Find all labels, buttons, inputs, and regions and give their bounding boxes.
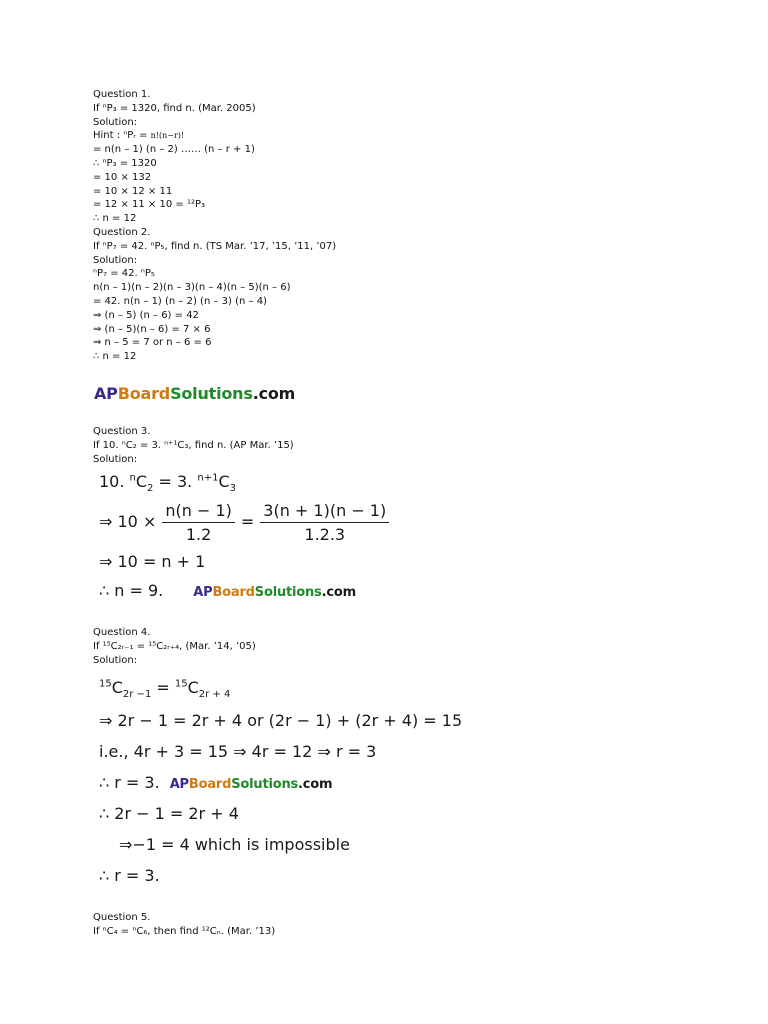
question-4-title: Question 4. [93, 627, 151, 639]
question-4 [93, 626, 733, 884]
q1-line-2: ∴ ⁿP₃ = 1320 [93, 157, 157, 169]
question-1-solution-label: Solution: [93, 116, 138, 128]
document-page [93, 88, 733, 938]
fraction-2: $\frac{3(n + 1)(n - 1)}{1.2.3}$ [260, 501, 389, 544]
q4-eq-6: ⇒−1 = 4 which is impossible [119, 834, 350, 854]
question-1-title: Question 1. [93, 89, 151, 100]
brand-logo-inline-2: APBoardSolutions.com [169, 776, 333, 792]
q3-eq-3: ⇒ 10 = n + 1 [99, 552, 206, 572]
q2-line-7: ∴ n = 12 [93, 351, 137, 363]
question-1-hint [93, 129, 733, 143]
q4-eq-4: ∴ r = 3. APBoardSolutions.com [99, 772, 333, 792]
question-3-title: Question 3. [93, 425, 151, 437]
q1-line-5: = 12 × 11 × 10 = ¹²P₃ [93, 199, 205, 211]
hint-fraction: n!(n−r)! [150, 131, 185, 141]
question-2-prompt: If ⁿP₇ = 42. ⁿP₅, find n. (TS Mar. ’17, ’15, ’11, ’07) [93, 240, 337, 252]
q4-eq-3: i.e., 4r + 3 = 15 ⇒ 4r = 12 ⇒ r = 3 [99, 741, 377, 761]
q3-eq-4: ∴ n = 9. APBoardSolutions.com [99, 581, 356, 601]
question-4-solution-label: Solution: [93, 654, 138, 666]
q3-eq-1: 10. $^nC_2 = 3$. $^{n+1}C_3$ [99, 472, 236, 495]
q4-eq-2: ⇒ 2r − 1 = 2r + 4 or (2r − 1) + (2r + 4) = 15 [99, 710, 463, 730]
q4-eq-5: ∴ 2r − 1 = 2r + 4 [99, 803, 239, 823]
question-2-solution-label: Solution: [93, 254, 138, 266]
q2-line-6: ⇒ n – 5 = 7 or n – 6 = 6 [93, 337, 212, 349]
q2-line-3: = 42. n(n – 1) (n – 2) (n – 3) (n – 4) [93, 295, 267, 307]
q4-eq-7: ∴ r = 3. [99, 865, 160, 885]
q1-line-6: ∴ n = 12 [93, 213, 137, 225]
brand-logo-inline: APBoardSolutions.com [193, 585, 356, 601]
question-1 [93, 88, 733, 226]
fraction-1: $\frac{n(n - 1)}{1.2}$ [162, 501, 235, 544]
question-3-solution-label: Solution: [93, 453, 138, 465]
q2-line-1: ⁿP₇ = 42. ⁿP₅ [93, 268, 155, 280]
q1-line-4: = 10 × 12 × 11 [93, 185, 173, 197]
q1-line-1: = n(n – 1) (n – 2) …… (n – r + 1) [93, 144, 255, 156]
question-5-prompt: If ⁿC₄ = ⁿC₆, then find ¹²Cₙ. (Mar. ’13) [93, 925, 276, 937]
q4-eq-1: $^{15}C_{2r -1} = ^{15}C_{2r + 4}$ [99, 677, 231, 700]
q1-line-3: = 10 × 132 [93, 171, 152, 183]
question-5-title: Question 5. [93, 911, 151, 923]
q2-line-5: ⇒ (n – 5)(n – 6) = 7 × 6 [93, 323, 211, 335]
hint-label: Hint : ⁿPᵣ = [93, 130, 151, 142]
question-5 [93, 911, 733, 939]
question-2 [93, 226, 733, 364]
q2-line-2: n(n – 1)(n – 2)(n – 3)(n – 4)(n – 5)(n – 6) [93, 282, 291, 294]
question-3 [93, 425, 733, 600]
q3-eq-2: ⇒ 10 × $\frac{n(n - 1)}{1.2}$ = $\frac{3(n + 1)(n - 1)}{1.2.3}$ [99, 501, 733, 544]
question-2-title: Question 2. [93, 226, 151, 238]
question-1-prompt: If ⁿP₃ = 1320, find n. (Mar. 2005) [93, 102, 256, 114]
brand-logo: APBoardSolutions.com [94, 383, 296, 403]
question-4-prompt: If ¹⁵C₂ᵣ₋₁ = ¹⁵C₂ᵣ₊₄, (Mar. ’14, ’05) [93, 641, 256, 653]
q2-line-4: ⇒ (n – 5) (n – 6) = 42 [93, 309, 199, 321]
question-3-prompt: If 10. ⁿC₂ = 3. ⁿ⁺¹C₃, find n. (AP Mar. ’15) [93, 439, 294, 451]
